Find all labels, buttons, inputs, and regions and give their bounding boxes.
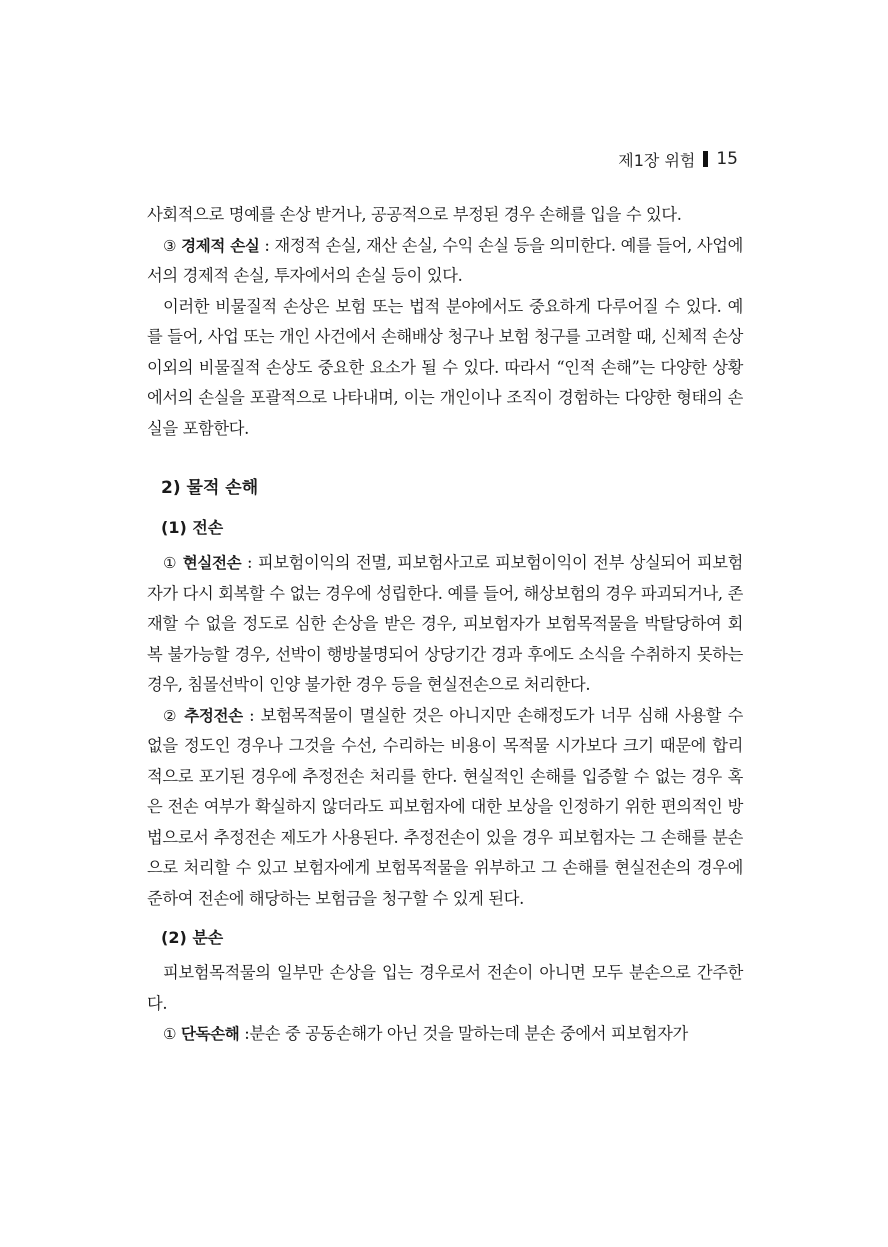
running-header <box>618 146 738 172</box>
item-marker: ① <box>163 1025 177 1043</box>
term-constructive-total-loss: 추정전손 <box>184 706 243 725</box>
subsection-heading-total-loss: (1) 전손 <box>161 518 224 537</box>
item-actual-total-loss <box>147 548 743 701</box>
paragraph-social-loss: 사회적으로 명예를 손상 받거나, 공공적으로 부정된 경우 손해를 입을 수 있다. <box>147 205 682 224</box>
item-particular-average <box>147 1019 743 1050</box>
page-body <box>147 200 743 1050</box>
term-actual-total-loss: 현실전손 <box>182 554 242 572</box>
term-particular-average: 단독손해 <box>180 1025 240 1043</box>
page-number: 15 <box>716 149 738 169</box>
subsection-heading-partial-loss: (2) 분손 <box>161 928 224 947</box>
paragraph-partial-loss: 피보험목적물의 일부만 손상을 입는 경우로서 전손이 아니면 모두 분손으로 간주한다. <box>147 963 743 1013</box>
item-actual-total-loss-text: : 피보험이익의 전멸, 피보험사고로 피보험이익이 전부 상실되어 피보험자가 다시 회복할 수 없는 경우에 성립한다. 예를 들어, 해상보험의 경우 파괴되거나, 존재할 수 없을 정도로 심한 손상을 받은 경우, 피보험자가 보험목적물을 박탈당하여 회복 불가능할 경우, 선박이 행방불명되어 상당기간 경과 후에도 소식을 수취하지 못하는 경우, 침몰선박이 인양 불가한 경우 등을 현실전손으로 처리한다. <box>147 553 743 694</box>
section-heading-property-damage: 2) 물적 손해 <box>161 478 259 498</box>
item-economic-loss <box>147 231 743 292</box>
paragraph-nonmaterial-loss: 이러한 비물질적 손상은 보험 또는 법적 분야에서도 중요하게 다루어질 수 있다. 예를 들어, 사업 또는 개인 사건에서 손해배상 청구나 보험 청구를 고려할 때, 신체적 손상 이외의 비물질적 손상도 중요한 요소가 될 수 있다. 따라서 “인적 손해”는 다양한 상황에서의 손실을 포괄적으로 나타내며, 이는 개인이나 조직이 경험하는 다양한 형태의 손실을 포함한다. <box>147 296 743 438</box>
item-marker: ③ <box>163 236 177 255</box>
chapter-title: 제1장 위험 <box>618 150 696 170</box>
item-marker: ② <box>163 706 178 725</box>
term-economic-loss: 경제적 손실 <box>181 236 260 255</box>
item-economic-loss-text: : 재정적 손실, 재산 손실, 수익 손실 등을 의미한다. 예를 들어, 사업에서의 경제적 손실, 투자에서의 손실 등이 있다. <box>147 235 743 285</box>
item-particular-average-text: :분손 중 공동손해가 아닌 것을 말하는데 분손 중에서 피보험자가 <box>239 1024 688 1043</box>
item-constructive-total-loss <box>147 701 743 915</box>
item-constructive-total-loss-text: : 보험목적물이 멸실한 것은 아니지만 손해정도가 너무 심해 사용할 수 없을 정도인 경우나 그것을 수선, 수리하는 비용이 목적물 시가보다 크기 때문에 합리적으로 포기된 경우에 추정전손 처리를 한다. 현실적인 손해를 입증할 수 없는 경우 혹은 전손 여부가 확실하지 않더라도 피보험자에 대한 보상을 인정하기 위한 편의적인 방법으로서 추정전손 제도가 사용된다. 추정전손이 있을 경우 피보험자는 그 손해를 분손으로 처리할 수 있고 보험자에게 보험목적물을 위부하고 그 손해를 현실전손의 경우에 준하여 전손에 해당하는 보험금을 청구할 수 있게 된다. <box>147 705 743 908</box>
item-marker: ① <box>163 554 178 572</box>
header-separator-bar <box>703 151 708 167</box>
